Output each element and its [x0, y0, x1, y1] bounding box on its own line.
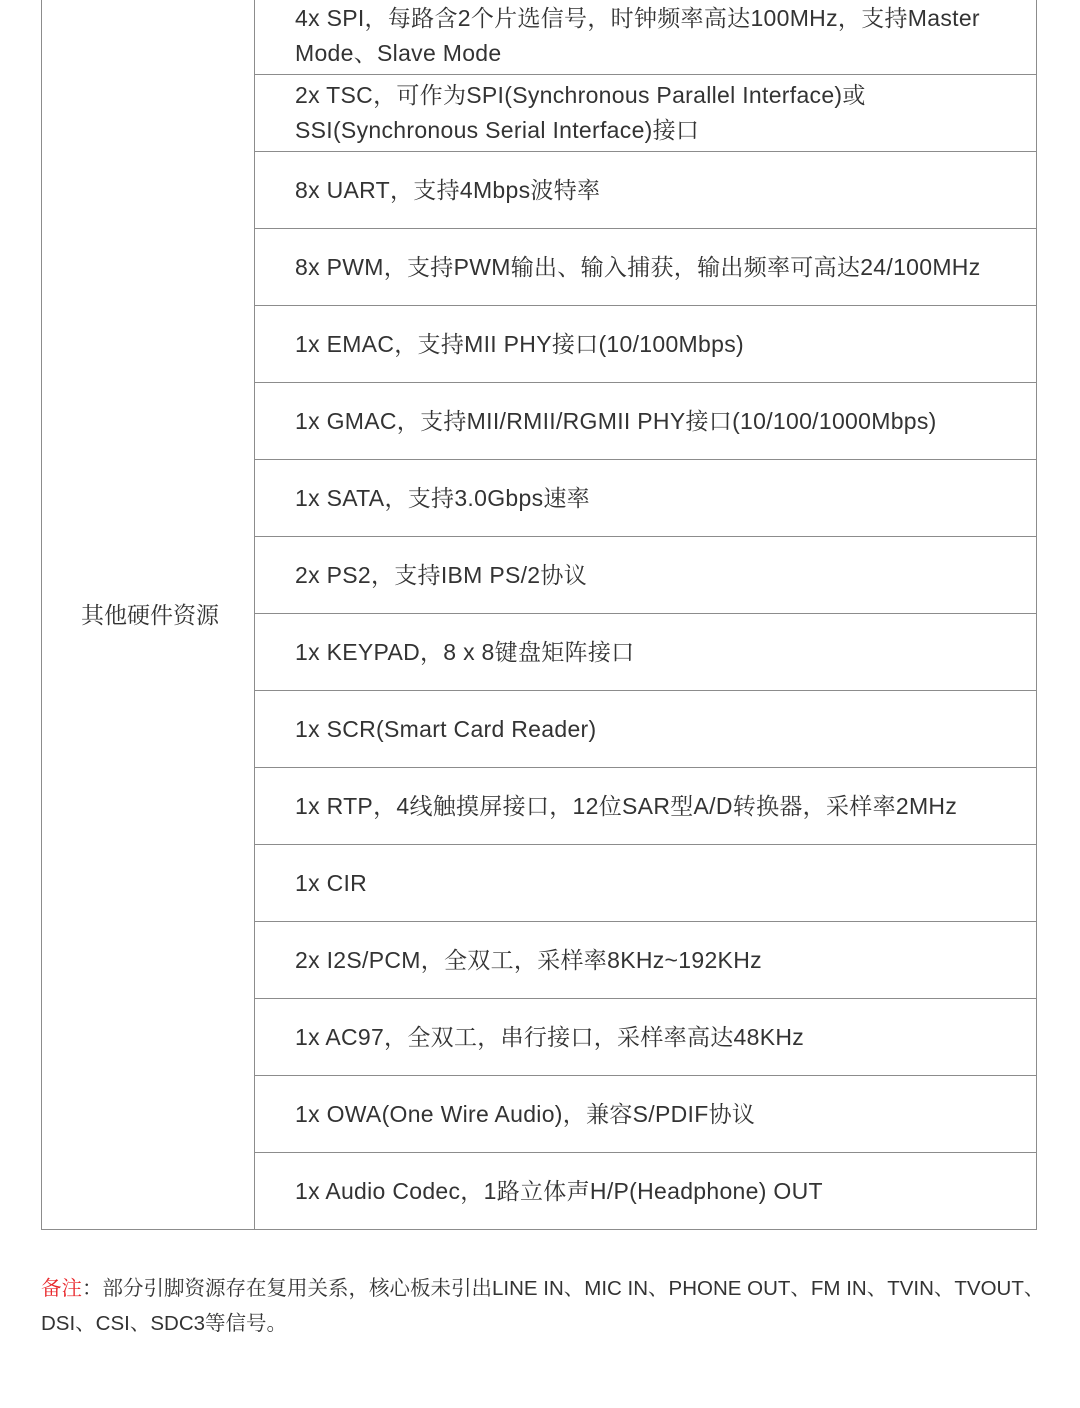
note-text: ：部分引脚资源存在复用关系，核心板未引出LINE IN、MIC IN、PHONE OUT、FM IN、TVIN、TVOUT、DSI、CSI、SDC3等信号。	[41, 1277, 1045, 1335]
spec-item-cell: 1x CIR	[255, 845, 1037, 922]
spec-item-cell: 1x EMAC，支持MII PHY接口(10/100Mbps)	[255, 306, 1037, 383]
spec-item-cell: 1x Audio Codec，1路立体声H/P(Headphone) OUT	[255, 1153, 1037, 1230]
footnote	[41, 1271, 1061, 1341]
spec-item-cell: 1x SATA，支持3.0Gbps速率	[255, 460, 1037, 537]
spec-item-cell: 1x AC97，全双工，串行接口，采样率高达48KHz	[255, 999, 1037, 1076]
spec-item-cell: 1x GMAC，支持MII/RMII/RGMII PHY接口(10/100/1000Mbps)	[255, 383, 1037, 460]
spec-item-cell: 4x SPI，每路含2个片选信号，时钟频率高达100MHz，支持Master Mode、Slave Mode	[255, 0, 1037, 75]
note-label: 备注	[41, 1277, 82, 1300]
category-cell: 其他硬件资源	[42, 0, 255, 1230]
spec-item-cell: 1x KEYPAD，8 x 8键盘矩阵接口	[255, 614, 1037, 691]
hardware-spec-table	[41, 0, 1037, 1230]
spec-item-cell: 2x I2S/PCM，全双工，采样率8KHz~192KHz	[255, 922, 1037, 999]
spec-item-cell: 8x PWM，支持PWM输出、输入捕获，输出频率可高达24/100MHz	[255, 229, 1037, 306]
spec-item-cell: 8x UART，支持4Mbps波特率	[255, 152, 1037, 229]
spec-item-cell: 2x TSC，可作为SPI(Synchronous Parallel Interface)或SSI(Synchronous Serial Interface)接口	[255, 75, 1037, 152]
spec-item-cell: 2x PS2，支持IBM PS/2协议	[255, 537, 1037, 614]
table-row	[42, 0, 1037, 75]
spec-item-cell: 1x SCR(Smart Card Reader)	[255, 691, 1037, 768]
spec-item-cell: 1x RTP，4线触摸屏接口，12位SAR型A/D转换器，采样率2MHz	[255, 768, 1037, 845]
spec-item-cell: 1x OWA(One Wire Audio)，兼容S/PDIF协议	[255, 1076, 1037, 1153]
